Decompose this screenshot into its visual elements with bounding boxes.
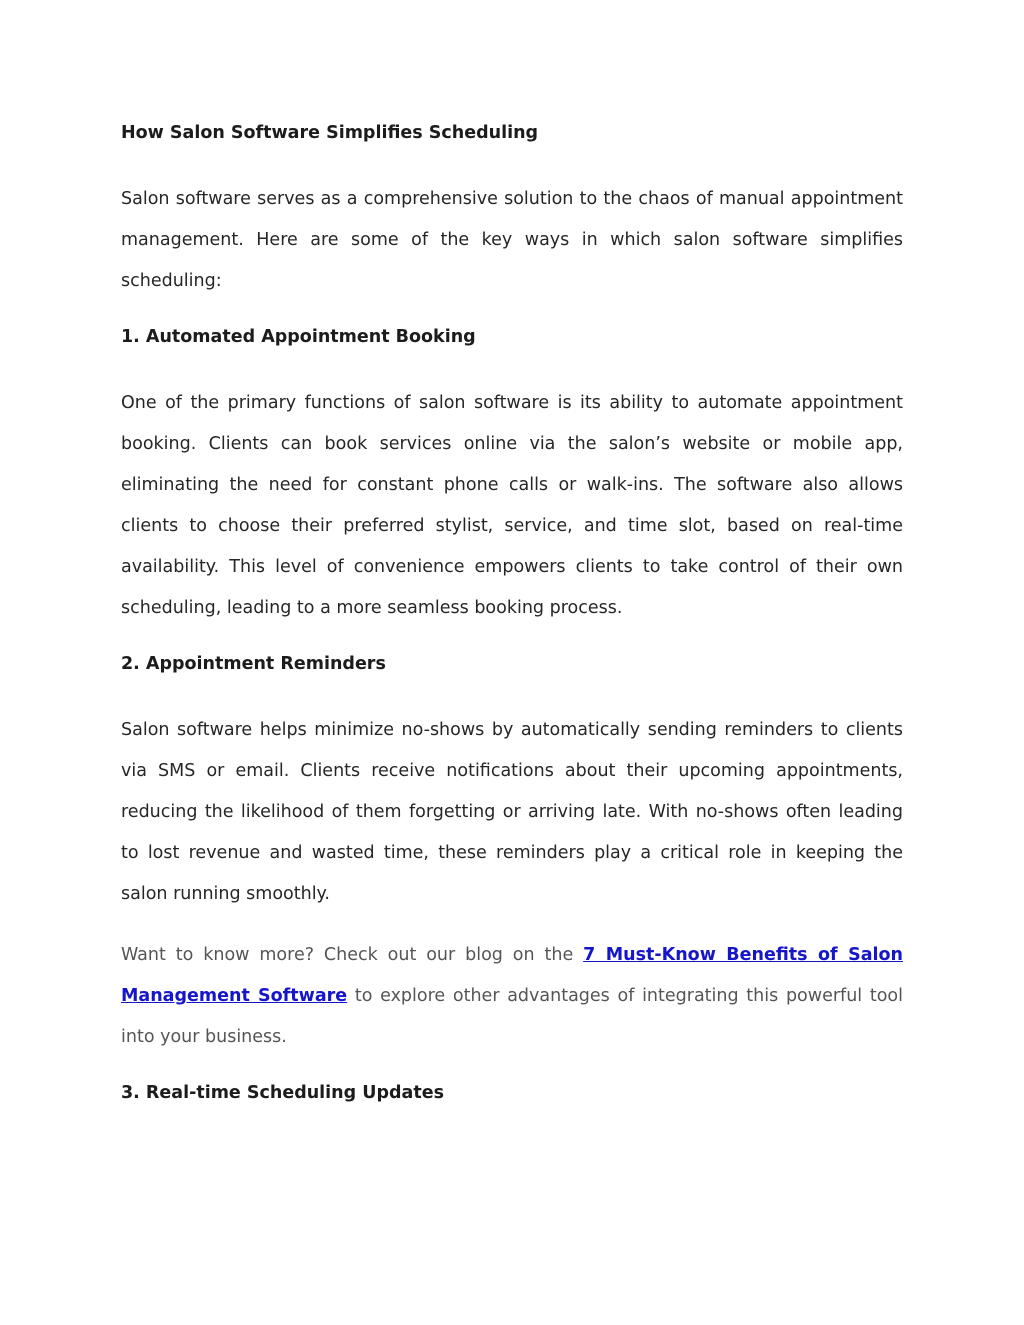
section-heading-automated-booking: 1. Automated Appointment Booking bbox=[121, 327, 476, 347]
promo-text-after: to explore other advantages of integrating this powerful tool into your business. bbox=[121, 986, 903, 1047]
intro-paragraph: Salon software serves as a comprehensive solution to the chaos of manual appointment management. Here are some of the key ways in which salon software simplifies scheduling: bbox=[121, 189, 903, 291]
page-title: How Salon Software Simplifies Scheduling bbox=[121, 123, 539, 143]
section-body-reminders: Salon software helps minimize no-shows by automatically sending reminders to clients via SMS or email. Clients receive notifications about their upcoming appointments, reducing the likelihood of them forgetting or arriving late. With no-shows often leading to lost revenue and wasted time, these reminders play a critical role in keeping the salon running smoothly. bbox=[121, 720, 903, 904]
section-heading-realtime-updates: 3. Real-time Scheduling Updates bbox=[121, 1083, 444, 1103]
promo-text-before: Want to know more? Check out our blog on the bbox=[121, 945, 584, 965]
promo-paragraph bbox=[121, 935, 903, 1058]
section-heading-reminders: 2. Appointment Reminders bbox=[121, 654, 386, 674]
section-body-automated-booking: One of the primary functions of salon software is its ability to automate appointment booking. Clients can book services online via the salon’s website or mobile app, eliminating the need for constant phone calls or walk-ins. The software also allows clients to choose their preferred stylist, service, and time slot, based on real-time availability. This level of convenience empowers clients to take control of their own scheduling, leading to a more seamless booking process. bbox=[121, 393, 903, 618]
blog-link[interactable]: 7 Must-Know Benefits of Salon Management Software bbox=[121, 945, 903, 1006]
document-page bbox=[121, 118, 903, 1108]
